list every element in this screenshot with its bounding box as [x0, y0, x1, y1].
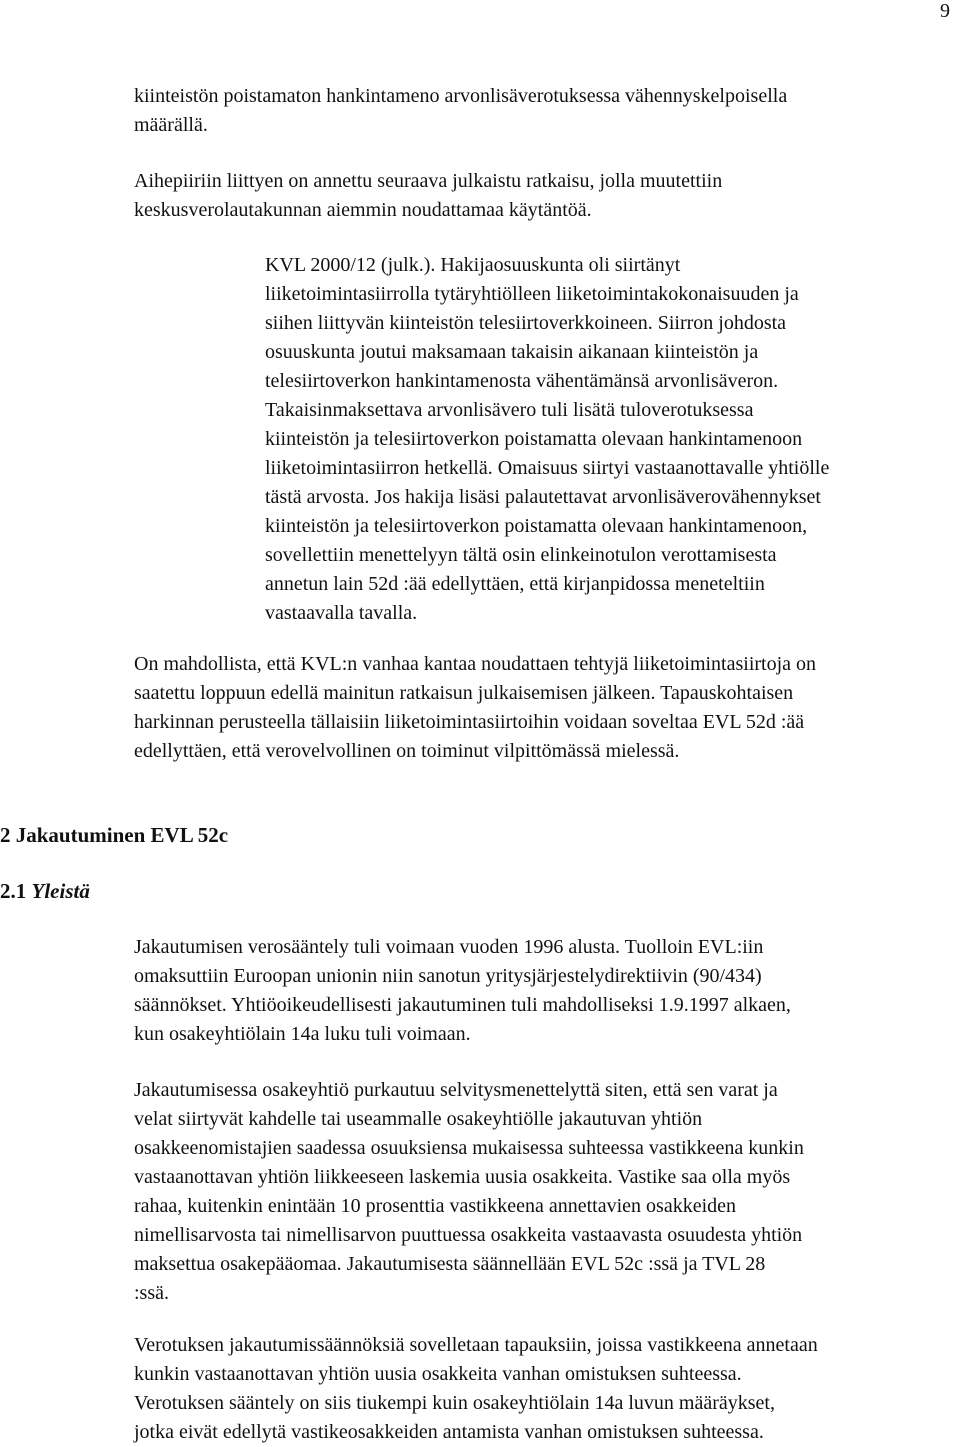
- subsection-number: 2.1: [0, 879, 27, 903]
- text-line: maksettua osakepääomaa. Jakautumisesta säännellään EVL 52c :ssä ja TVL 28: [134, 1253, 766, 1275]
- paragraph-6: [134, 1331, 934, 1447]
- text-line: jotka eivät edellytä vastikeosakkeiden antamista vanhan omistuksen suhteessa.: [134, 1421, 764, 1443]
- text-line: osakkeenomistajien saadessa osuuksiensa mukaisessa suhteessa vastikkeena kunkin: [134, 1137, 804, 1159]
- text-line: velat siirtyvät kahdelle tai useammalle osakeyhtiölle jakautuvan yhtiön: [134, 1108, 703, 1130]
- text-line: omaksuttiin Euroopan unionin niin sanotun yritysjärjestelydirektiivin (90/434): [134, 965, 762, 987]
- text-line: osuuskunta joutui maksamaan takaisin aikanaan kiinteistön ja: [265, 341, 759, 363]
- subsection-heading: [0, 877, 90, 906]
- text-line: On mahdollista, että KVL:n vanhaa kantaa noudattaen tehtyjä liiketoimintasiirtoja on: [134, 653, 817, 675]
- text-line: harkinnan perusteella tällaisiin liiketoimintasiirtoihin voidaan soveltaa EVL 52d :ää: [134, 711, 805, 733]
- text-line: saatettu loppuun edellä mainitun ratkaisun julkaisemisen jälkeen. Tapauskohtaisen: [134, 682, 794, 704]
- text-line: edellyttäen, että verovelvollinen on toiminut vilpittömässä mielessä.: [134, 740, 680, 762]
- case-quote-kvl-2000-12: [265, 251, 945, 628]
- text-line: määrällä.: [134, 114, 208, 136]
- text-line: Takaisinmaksettava arvonlisävero tuli lisätä tuloverotuksessa: [265, 399, 754, 421]
- text-line: kiinteistön poistamaton hankintameno arvonlisäverotuksessa vähennyskelpoisella: [134, 85, 788, 107]
- text-line: Verotuksen jakautumissäännöksiä sovelletaan tapauksiin, joissa vastikkeena annetaan: [134, 1334, 818, 1356]
- paragraph-5: [134, 1076, 934, 1308]
- text-line: KVL 2000/12 (julk.). Hakijaosuuskunta oli siirtänyt: [265, 254, 681, 276]
- paragraph-3: [134, 650, 934, 766]
- paragraph-4: [134, 933, 934, 1049]
- page-number: 9: [940, 0, 950, 22]
- paragraph-1: [134, 82, 934, 140]
- text-line: nimellisarvosta tai nimellisarvon puuttuessa osakkeita vastaavasta osuudesta yhtiön: [134, 1224, 803, 1246]
- text-line: siihen liittyvän kiinteistön telesiirtoverkkoineen. Siirron johdosta: [265, 312, 787, 334]
- section-heading: 2 Jakautuminen EVL 52c: [0, 823, 229, 847]
- text-line: telesiirtoverkon hankintamenosta vähentämänsä arvonlisäveron.: [265, 370, 779, 392]
- text-line: kun osakeyhtiölain 14a luku tuli voimaan.: [134, 1023, 471, 1045]
- text-line: sovellettiin menettelyyn tältä osin elinkeinotulon verottamisesta: [265, 544, 777, 566]
- text-line: Aihepiiriin liittyen on annettu seuraava julkaistu ratkaisu, jolla muutettiin: [134, 170, 723, 192]
- text-line: vastaavalla tavalla.: [265, 602, 418, 624]
- text-line: liiketoimintasiirron hetkellä. Omaisuus siirtyi vastaanottavalle yhtiölle: [265, 457, 830, 479]
- text-line: Jakautumisen verosääntely tuli voimaan vuoden 1996 alusta. Tuolloin EVL:iin: [134, 936, 764, 958]
- subsection-title: Yleistä: [31, 879, 90, 903]
- text-line: kunkin vastaanottavan yhtiön uusia osakkeita vanhan omistuksen suhteessa.: [134, 1363, 742, 1385]
- text-line: Jakautumisessa osakeyhtiö purkautuu selvitysmenettelyttä siten, että sen varat ja: [134, 1079, 778, 1101]
- text-line: vastaanottavan yhtiön liikkeeseen laskemia uusia osakkeita. Vastike saa olla myös: [134, 1166, 791, 1188]
- text-line: annetun lain 52d :ää edellyttäen, että kirjanpidossa meneteltiin: [265, 573, 765, 595]
- text-line: :ssä.: [134, 1282, 169, 1304]
- text-line: Verotuksen sääntely on siis tiukempi kuin osakeyhtiölain 14a luvun määräykset,: [134, 1392, 775, 1414]
- text-line: tästä arvosta. Jos hakija lisäsi palautettavat arvonlisäverovähennykset: [265, 486, 821, 508]
- text-line: rahaa, kuitenkin enintään 10 prosenttia vastikkeena annettavien osakkeiden: [134, 1195, 737, 1217]
- text-line: säännökset. Yhtiöoikeudellisesti jakautuminen tuli mahdolliseksi 1.9.1997 alkaen,: [134, 994, 791, 1016]
- text-line: kiinteistön ja telesiirtoverkon poistamatta olevaan hankintamenoon,: [265, 515, 808, 537]
- text-line: liiketoimintasiirrolla tytäryhtiölleen liiketoimintakokonaisuuden ja: [265, 283, 799, 305]
- text-line: keskusverolautakunnan aiemmin noudattamaa käytäntöä.: [134, 199, 592, 221]
- text-line: kiinteistön ja telesiirtoverkon poistamatta olevaan hankintamenoon: [265, 428, 803, 450]
- paragraph-2: [134, 167, 934, 225]
